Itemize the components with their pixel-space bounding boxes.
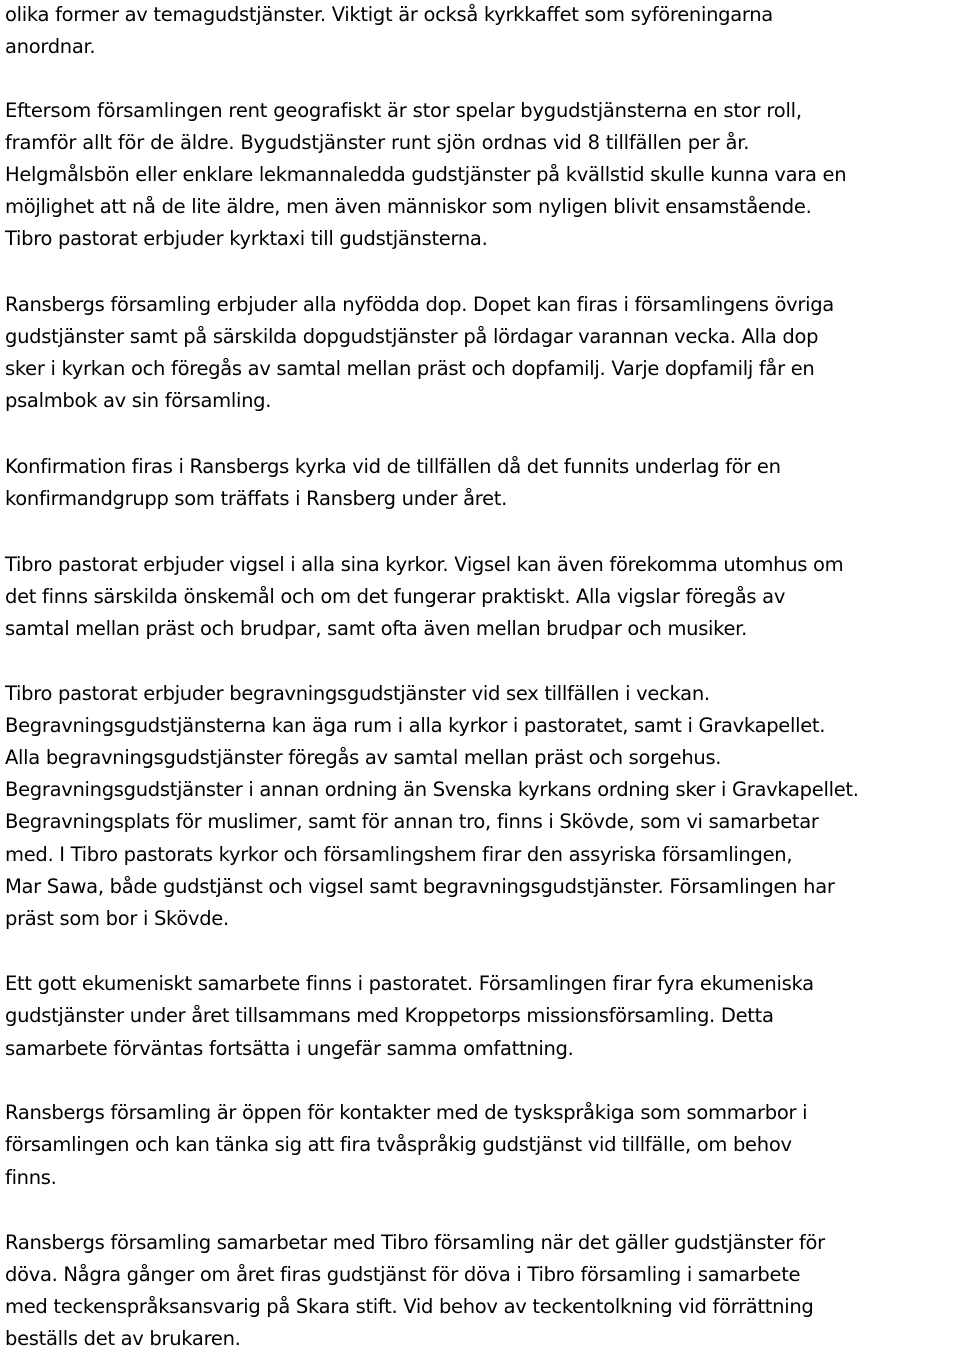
text-line: Alla begravningsgudstjänster föregås av samtal mellan präst och sorgehus. [5, 746, 722, 769]
text-line: anordnar. [5, 35, 96, 58]
text-line: gudstjänster samt på särskilda dopgudstjänster på lördagar varannan vecka. Alla dop [5, 325, 819, 348]
text-line: Ransbergs församling är öppen för kontakter med de tyskspråkiga som sommarbor i [5, 1101, 808, 1124]
text-line: Helgmålsbön eller enklare lekmannaledda gudstjänster på kvällstid skulle kunna vara en [5, 163, 847, 186]
text-line: olika former av temagudstjänster. Viktigt är också kyrkkaffet som syföreningarna [5, 3, 773, 26]
text-line: samtal mellan präst och brudpar, samt ofta även mellan brudpar och musiker. [5, 617, 747, 640]
text-line: gudstjänster under året tillsammans med Kroppetorps missionsförsamling. Detta [5, 1004, 774, 1027]
text-line: Ransbergs församling erbjuder alla nyfödda dop. Dopet kan firas i församlingens övriga [5, 293, 834, 316]
text-line: möjlighet att nå de lite äldre, men även människor som nyligen blivit ensamstående. [5, 195, 812, 218]
text-line: församlingen och kan tänka sig att fira tvåspråkig gudstjänst vid tillfälle, om behov [5, 1133, 792, 1156]
text-line: Begravningsgudstjänster i annan ordning än Svenska kyrkans ordning sker i Gravkapellet. [5, 778, 859, 801]
text-line: samarbete förväntas fortsätta i ungefär samma omfattning. [5, 1037, 574, 1060]
text-line: döva. Några gånger om året firas gudstjänst för döva i Tibro församling i samarbete [5, 1263, 801, 1286]
text-line: Tibro pastorat erbjuder vigsel i alla sina kyrkor. Vigsel kan även förekomma utomhus om [5, 553, 844, 576]
text-line: Eftersom församlingen rent geografiskt är stor spelar bygudstjänsterna en stor roll, [5, 99, 802, 122]
text-line: finns. [5, 1166, 57, 1189]
text-line: psalmbok av sin församling. [5, 389, 272, 412]
text-line: beställs det av brukaren. [5, 1327, 241, 1350]
text-line: Tibro pastorat erbjuder begravningsgudstjänster vid sex tillfällen i veckan. [5, 682, 710, 705]
text-line: framför allt för de äldre. Bygudstjänster runt sjön ordnas vid 8 tillfällen per år. [5, 131, 750, 154]
text-line: Ransbergs församling samarbetar med Tibro församling när det gäller gudstjänster för [5, 1231, 825, 1254]
text-line: konfirmandgrupp som träffats i Ransberg under året. [5, 487, 508, 510]
text-line: präst som bor i Skövde. [5, 907, 229, 930]
text-line: Ett gott ekumeniskt samarbete finns i pastoratet. Församlingen firar fyra ekumeniska [5, 972, 814, 995]
text-line: med teckenspråksansvarig på Skara stift. Vid behov av teckentolkning vid förrättning [5, 1295, 814, 1318]
text-line: det finns särskilda önskemål och om det fungerar praktiskt. Alla vigslar föregås av [5, 585, 786, 608]
text-line: med. I Tibro pastorats kyrkor och församlingshem firar den assyriska församlingen, [5, 843, 793, 866]
text-line: Tibro pastorat erbjuder kyrktaxi till gudstjänsterna. [5, 227, 488, 250]
text-line: Begravningsgudstjänsterna kan äga rum i alla kyrkor i pastoratet, samt i Gravkapellet. [5, 714, 826, 737]
text-line: Begravningsplats för muslimer, samt för annan tro, finns i Skövde, som vi samarbetar [5, 810, 819, 833]
text-line: sker i kyrkan och föregås av samtal mellan präst och dopfamilj. Varje dopfamilj får en [5, 357, 815, 380]
text-line: Konfirmation firas i Ransbergs kyrka vid de tillfällen då det funnits underlag för en [5, 455, 781, 478]
text-line: Mar Sawa, både gudstjänst och vigsel samt begravningsgudstjänster. Församlingen har [5, 875, 835, 898]
